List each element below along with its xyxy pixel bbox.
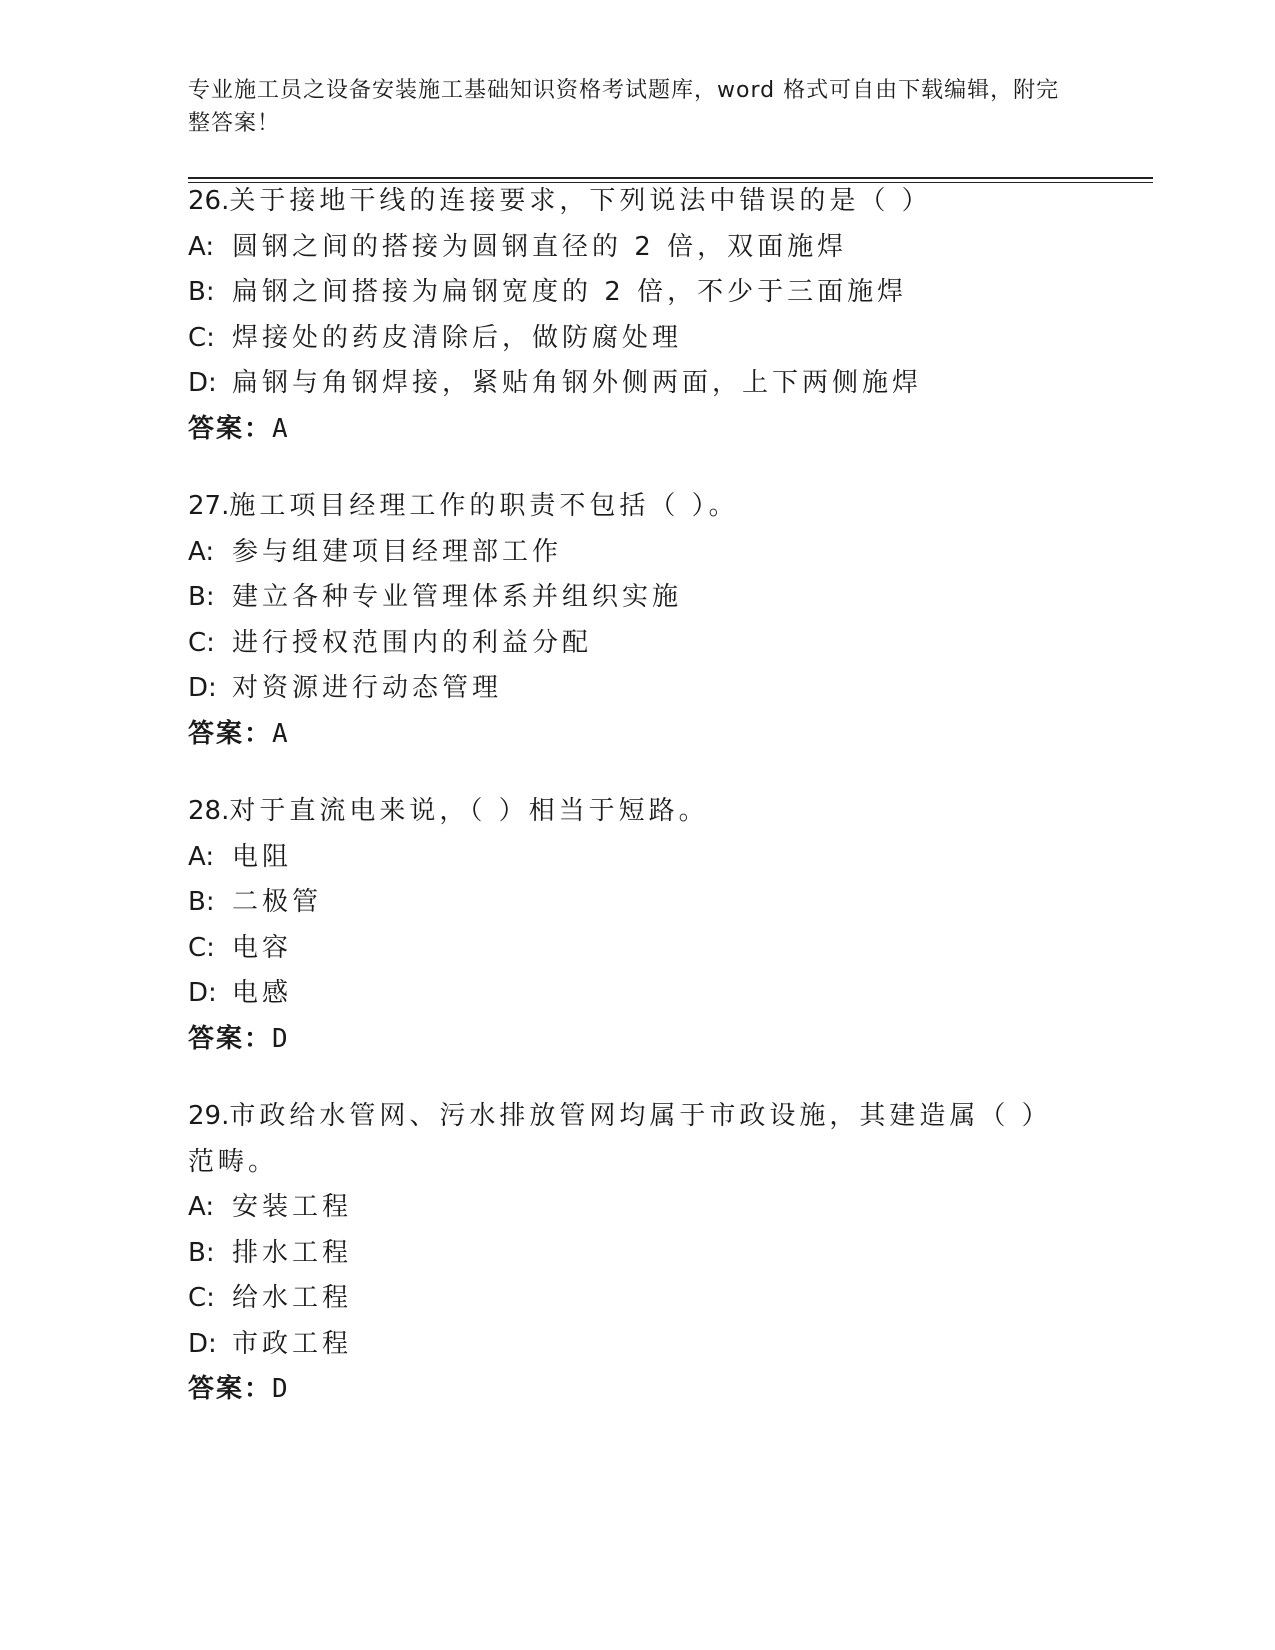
option-letter: B: — [188, 582, 215, 612]
answer-line — [188, 1367, 1048, 1413]
option-letter: D: — [188, 1328, 217, 1359]
answer-label: 答案： — [188, 1374, 273, 1404]
answer-label: 答案： — [188, 413, 273, 444]
option-letter: A: — [188, 841, 215, 872]
document-header: 专业施工员之设备安装施工基础知识资格考试题库，word 格式可自由下载编辑，附完整答案！ — [188, 78, 1060, 136]
option-text: 扁钢之间搭接为扁钢宽度的 2 倍，不少于三面施焊 — [232, 277, 908, 307]
option-c — [188, 1276, 1048, 1322]
option-b — [188, 1231, 1048, 1277]
option-text: 对资源进行动态管理 — [232, 673, 503, 703]
option-b — [188, 880, 1068, 926]
answer-label: 答案： — [188, 718, 273, 749]
option-letter: C: — [188, 322, 215, 353]
option-d — [188, 971, 1068, 1017]
question-29 — [188, 1094, 1048, 1413]
question-stem — [188, 789, 1068, 835]
answer-line — [188, 712, 1068, 758]
answer-line — [188, 1017, 1068, 1063]
option-c — [188, 926, 1068, 972]
option-letter: A: — [188, 1192, 215, 1222]
option-a — [188, 225, 1068, 271]
option-text: 圆钢之间的搭接为圆钢直径的 2 倍，双面施焊 — [232, 231, 848, 262]
answer-value: A — [272, 413, 288, 444]
option-c — [188, 621, 1068, 667]
option-text: 电阻 — [232, 841, 293, 872]
option-text: 安装工程 — [232, 1192, 353, 1222]
option-letter: D: — [188, 673, 217, 703]
option-a — [188, 530, 1068, 576]
question-text: 施工项目经理工作的职责不包括（ ）。 — [229, 491, 739, 521]
question-number: 28. — [188, 796, 230, 826]
option-text: 进行授权范围内的利益分配 — [232, 627, 593, 658]
option-c — [188, 316, 1068, 362]
option-b — [188, 270, 1068, 316]
question-number: 26. — [188, 186, 230, 216]
option-letter: B: — [188, 887, 215, 917]
question-stem — [188, 179, 1068, 225]
question-stem — [188, 1094, 1048, 1185]
answer-value: A — [272, 718, 288, 749]
option-text: 焊接处的药皮清除后，做防腐处理 — [232, 322, 683, 353]
option-text: 二极管 — [232, 887, 323, 917]
option-text: 市政工程 — [232, 1328, 353, 1359]
option-letter: D: — [188, 368, 217, 398]
option-letter: D: — [188, 978, 217, 1008]
question-26 — [188, 179, 1068, 452]
option-text: 电容 — [232, 932, 293, 963]
option-d — [188, 361, 1068, 407]
answer-line — [188, 407, 1068, 453]
option-letter: B: — [188, 277, 215, 307]
question-28 — [188, 789, 1068, 1062]
option-d — [188, 666, 1068, 712]
option-d — [188, 1322, 1048, 1368]
question-text: 对于直流电来说，（ ）相当于短路。 — [229, 796, 709, 826]
option-text: 排水工程 — [232, 1237, 353, 1268]
option-text: 建立各种专业管理体系并组织实施 — [232, 582, 683, 612]
answer-value: D — [272, 1374, 288, 1404]
option-text: 参与组建项目经理部工作 — [232, 536, 563, 567]
option-letter: C: — [188, 627, 215, 658]
question-text: 市政给水管网、污水排放管网均属于市政设施，其建造属（ ）范畴。 — [188, 1101, 1039, 1177]
option-a — [188, 1185, 1048, 1231]
option-text: 给水工程 — [232, 1283, 353, 1313]
question-27 — [188, 484, 1068, 757]
option-letter: C: — [188, 1283, 215, 1313]
option-letter: A: — [188, 231, 215, 262]
question-text: 关于接地干线的连接要求，下列说法中错误的是（ ） — [229, 186, 932, 216]
question-stem — [188, 484, 1068, 530]
option-text: 扁钢与角钢焊接，紧贴角钢外侧两面，上下两侧施焊 — [232, 368, 923, 398]
option-letter: C: — [188, 932, 215, 963]
answer-label: 答案： — [188, 1023, 273, 1054]
question-number: 29. — [188, 1101, 230, 1131]
option-text: 电感 — [232, 978, 293, 1008]
option-letter: B: — [188, 1237, 215, 1268]
option-b — [188, 575, 1068, 621]
answer-value: D — [272, 1023, 288, 1054]
question-number: 27. — [188, 491, 230, 521]
option-a — [188, 835, 1068, 881]
option-letter: A: — [188, 536, 215, 567]
